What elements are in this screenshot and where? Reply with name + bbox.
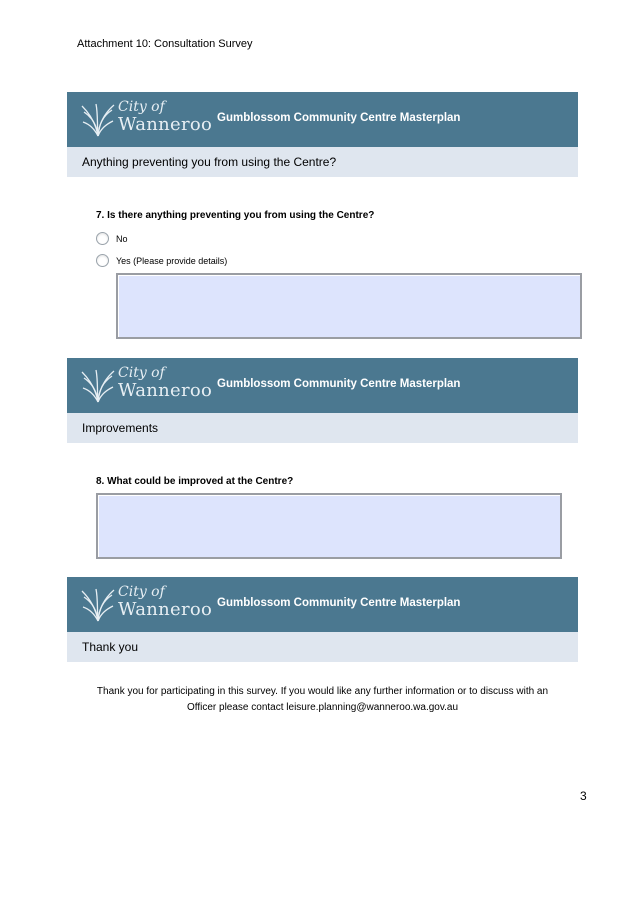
logo-text-city-of: City of (118, 99, 165, 115)
section-banner (67, 577, 578, 632)
grass-tree-icon (81, 587, 115, 623)
banner-title: Gumblossom Community Centre Masterplan (217, 112, 461, 124)
section-preventing (67, 92, 578, 177)
question-8-label: 8. What could be improved at the Centre? (96, 476, 294, 487)
section-subtitle-bar (67, 632, 578, 662)
section-banner (67, 92, 578, 147)
option-no-label: No (116, 233, 128, 244)
section-banner (67, 358, 578, 413)
section-subtitle-bar (67, 147, 578, 177)
question-7-label: 7. Is there anything preventing you from using the Centre? (96, 210, 375, 221)
grass-tree-icon (81, 102, 115, 138)
banner-title: Gumblossom Community Centre Masterplan (217, 597, 461, 609)
section-thank-you (67, 577, 578, 662)
city-logo (81, 365, 211, 407)
grass-tree-icon (81, 368, 115, 404)
logo-text-city-of: City of (118, 365, 165, 381)
banner-title: Gumblossom Community Centre Masterplan (217, 378, 461, 390)
city-logo (81, 584, 211, 626)
attachment-title: Attachment 10: Consultation Survey (77, 38, 253, 50)
section-subtitle: Anything preventing you from using the Centre? (82, 155, 337, 169)
section-subtitle: Improvements (82, 421, 159, 435)
section-subtitle: Thank you (82, 640, 139, 654)
section-improvements (67, 358, 578, 443)
logo-text-wanneroo: Wanneroo (118, 114, 213, 135)
radio-yes[interactable] (96, 254, 109, 267)
thank-you-line-2: Officer please contact leisure.planning@wanneroo.wa.gov.au (186, 702, 459, 713)
page-number: 3 (580, 789, 587, 803)
option-yes[interactable] (96, 254, 227, 267)
logo-text-wanneroo: Wanneroo (118, 599, 213, 620)
thank-you-message (67, 684, 578, 716)
option-yes-label: Yes (Please provide details) (116, 255, 228, 266)
logo-text-wanneroo: Wanneroo (118, 380, 213, 401)
question-7-details-textarea[interactable] (116, 273, 582, 339)
option-no[interactable] (96, 232, 128, 245)
radio-no[interactable] (96, 232, 109, 245)
question-8-textarea[interactable] (96, 493, 562, 559)
thank-you-line-1: Thank you for participating in this survey. If you would like any further information or to discuss with an (96, 686, 549, 697)
city-logo (81, 99, 211, 141)
section-subtitle-bar (67, 413, 578, 443)
logo-text-city-of: City of (118, 584, 165, 600)
